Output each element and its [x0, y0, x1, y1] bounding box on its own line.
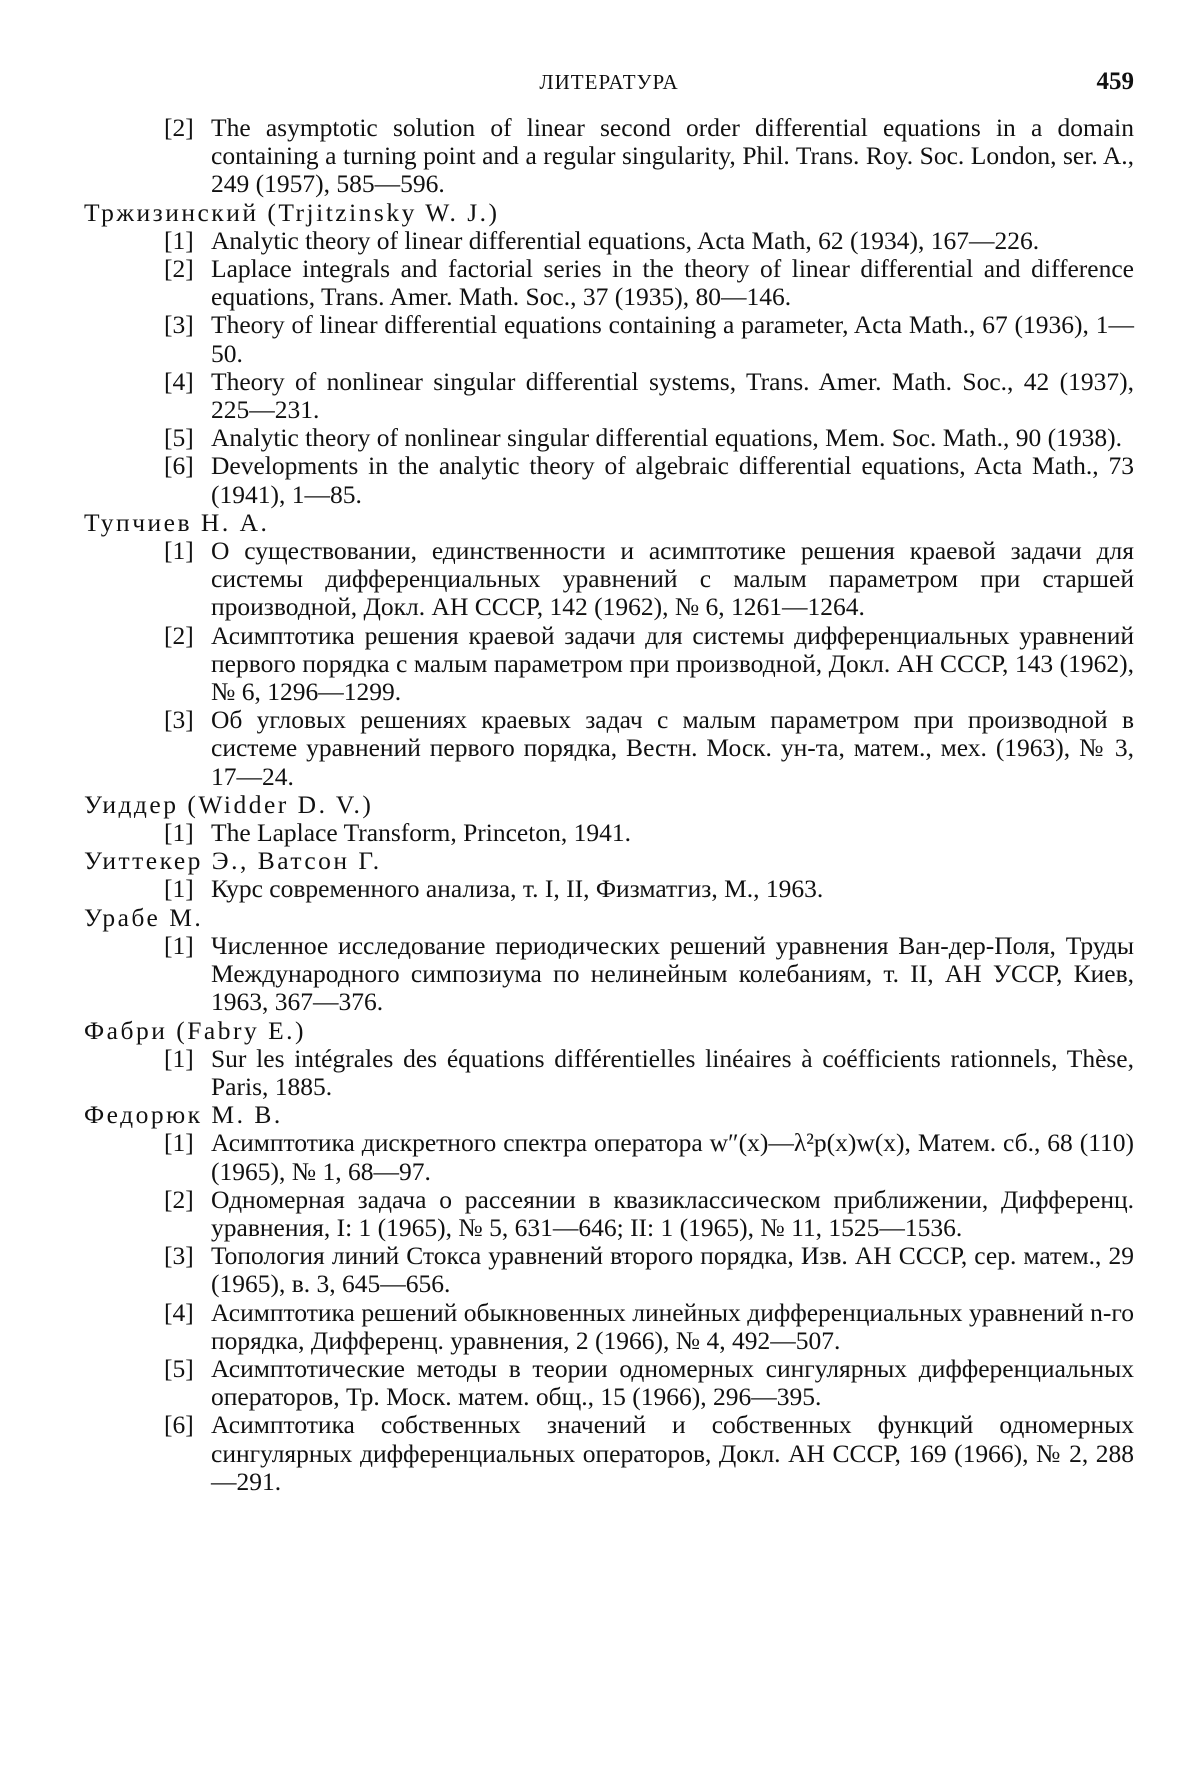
author-block	[84, 791, 1134, 847]
reference-text: The asymptotic solution of linear second order differential equations in a domain containing a turning point and a regular singularity, Phil. Trans. Roy. Soc. London, ser. A., 249 (1957), 585—596.	[211, 113, 1134, 199]
reference-number: [5]	[164, 1353, 194, 1383]
reference-number: [2]	[164, 620, 194, 650]
reference-entry	[84, 1186, 1134, 1242]
reference-entry	[84, 452, 1134, 508]
reference-number: [4]	[164, 1297, 194, 1327]
reference-number: [1]	[164, 225, 194, 255]
reference-text: Асимптотические методы в теории одномерных сингулярных дифференциальных операторов, Тр. Моск. матем. общ., 15 (1966), 296—395.	[211, 1353, 1134, 1412]
author-name: Федорюк М. В.	[84, 1100, 283, 1130]
author-name: Фабри (Fabry E.)	[84, 1015, 307, 1045]
reference-text: Топология линий Стокса уравнений второго порядка, Изв. АН СССР, сер. матем., 29 (1965), в. 3, 645—656.	[211, 1241, 1134, 1299]
author-block	[84, 847, 1134, 903]
author-name: Урабе М.	[84, 902, 204, 932]
author-name: Уиддер (Widder D. V.)	[84, 789, 374, 819]
author-block	[84, 1017, 1134, 1102]
reference-text: Analytic theory of nonlinear singular differential equations, Mem. Soc. Math., 90 (1938).	[211, 423, 1122, 453]
reference-number: [6]	[164, 451, 194, 481]
running-title: ЛИТЕРАТУРА	[539, 70, 679, 94]
reference-number: [3]	[164, 705, 194, 735]
reference-entry	[84, 227, 1134, 255]
reference-entry	[84, 424, 1134, 452]
running-head	[84, 64, 1134, 104]
reference-text: Асимптотика решений обыкновенных линейных дифференциальных уравнений n-го порядка, Дифференц. уравнения, 2 (1966), № 4, 492—507.	[211, 1297, 1134, 1355]
reference-entry	[84, 932, 1134, 1017]
reference-number: [1]	[164, 874, 194, 904]
reference-text: Асимптотика дискретного спектра оператора w″(x)—λ²p(x)w(x), Матем. сб., 68 (110) (1965), № 1, 68—97.	[211, 1128, 1134, 1186]
reference-text: Курс современного анализа, т. I, II, Физматгиз, М., 1963.	[211, 874, 824, 904]
reference-entry	[84, 622, 1134, 707]
reference-text: Численное исследование периодических решений уравнения Ван-дер-Поля, Труды Международного симпозиума по нелинейным колебаниям, т. II, АН УССР, Киев, 1963, 367—376.	[211, 930, 1134, 1017]
reference-number: [2]	[164, 113, 194, 142]
bibliography-list	[84, 114, 1134, 1496]
author-name: Уиттекер Э., Ватсон Г.	[84, 846, 382, 876]
author-block	[84, 509, 1134, 791]
reference-entry	[84, 537, 1134, 622]
reference-entry	[84, 1045, 1134, 1101]
page-number: 459	[1096, 68, 1134, 95]
reference-number: [3]	[164, 310, 194, 340]
reference-entry	[84, 311, 1134, 367]
reference-number: [2]	[164, 254, 194, 284]
reference-number: [3]	[164, 1241, 194, 1271]
reference-entry	[84, 706, 1134, 791]
reference-entry	[84, 875, 1134, 903]
reference-entry	[84, 1242, 1134, 1298]
reference-number: [1]	[164, 536, 194, 566]
reference-text: Асимптотика собственных значений и собственных функций одномерных сингулярных дифференциальных операторов, Докл. АН СССР, 169 (1966), № 2, 288—291.	[211, 1410, 1134, 1496]
reference-text: Об угловых решениях краевых задач с малым параметром при производной в системе уравнений первого порядка, Вестн. Моск. ун-та, матем., мех. (1963), № 3, 17—24.	[211, 705, 1134, 791]
reference-entry	[84, 255, 1134, 311]
reference-number: [1]	[164, 1128, 194, 1158]
reference-text: О существовании, единственности и асимптотике решения краевой задачи для системы дифференциальных уравнений с малым параметром при старшей производной, Докл. АН СССР, 142 (1962), № 6, 1261—1264.	[211, 536, 1134, 622]
reference-text: Одномерная задача о рассеянии в квазиклассическом приближении, Дифференц. уравнения, I: 1 (1965), № 5, 631—646; II: 1 (1965), № 11, 1525—1536.	[211, 1184, 1134, 1242]
reference-entry	[84, 1355, 1134, 1411]
reference-text: Theory of nonlinear singular differential systems, Trans. Amer. Math. Soc., 42 (1937), 225—231.	[211, 366, 1134, 425]
author-name: Тупчиев Н. А.	[84, 507, 270, 537]
reference-text: Analytic theory of linear differential equations, Acta Math, 62 (1934), 167—226.	[211, 225, 1040, 255]
reference-number: [2]	[164, 1184, 194, 1214]
reference-entry	[84, 1129, 1134, 1185]
reference-text: The Laplace Transform, Princeton, 1941.	[211, 818, 631, 848]
reference-entry	[84, 368, 1134, 424]
reference-entry	[84, 114, 1134, 199]
author-block	[84, 199, 1134, 509]
reference-number: [5]	[164, 423, 194, 453]
author-name: Тржизинский (Trjitzinsky W. J.)	[84, 197, 500, 227]
reference-number: [6]	[164, 1410, 194, 1440]
reference-text: Theory of linear differential equations containing a parameter, Acta Math., 67 (1936), 1—50.	[211, 310, 1134, 368]
author-block	[84, 904, 1134, 1017]
reference-text: Асимптотика решения краевой задачи для системы дифференциальных уравнений первого порядка с малым параметром при производной, Докл. АН СССР, 143 (1962), № 6, 1296—1299.	[211, 620, 1134, 707]
author-block	[84, 1101, 1134, 1496]
reference-text: Developments in the analytic theory of algebraic differential equations, Acta Math., 73 (1941), 1—85.	[211, 451, 1134, 509]
reference-number: [1]	[164, 818, 194, 848]
reference-text: Laplace integrals and factorial series in the theory of linear differential and difference equations, Trans. Amer. Math. Soc., 37 (1935), 80—146.	[211, 254, 1134, 312]
book-page	[84, 64, 1134, 1496]
reference-entry	[84, 819, 1134, 847]
reference-entry	[84, 1411, 1134, 1496]
reference-text: Sur les intégrales des équations différentielles linéaires à coéfficients rationnels, Thèse, Paris, 1885.	[211, 1043, 1134, 1101]
reference-number: [1]	[164, 1043, 194, 1073]
reference-number: [4]	[164, 366, 194, 396]
reference-entry	[84, 1299, 1134, 1355]
reference-number: [1]	[164, 930, 194, 960]
